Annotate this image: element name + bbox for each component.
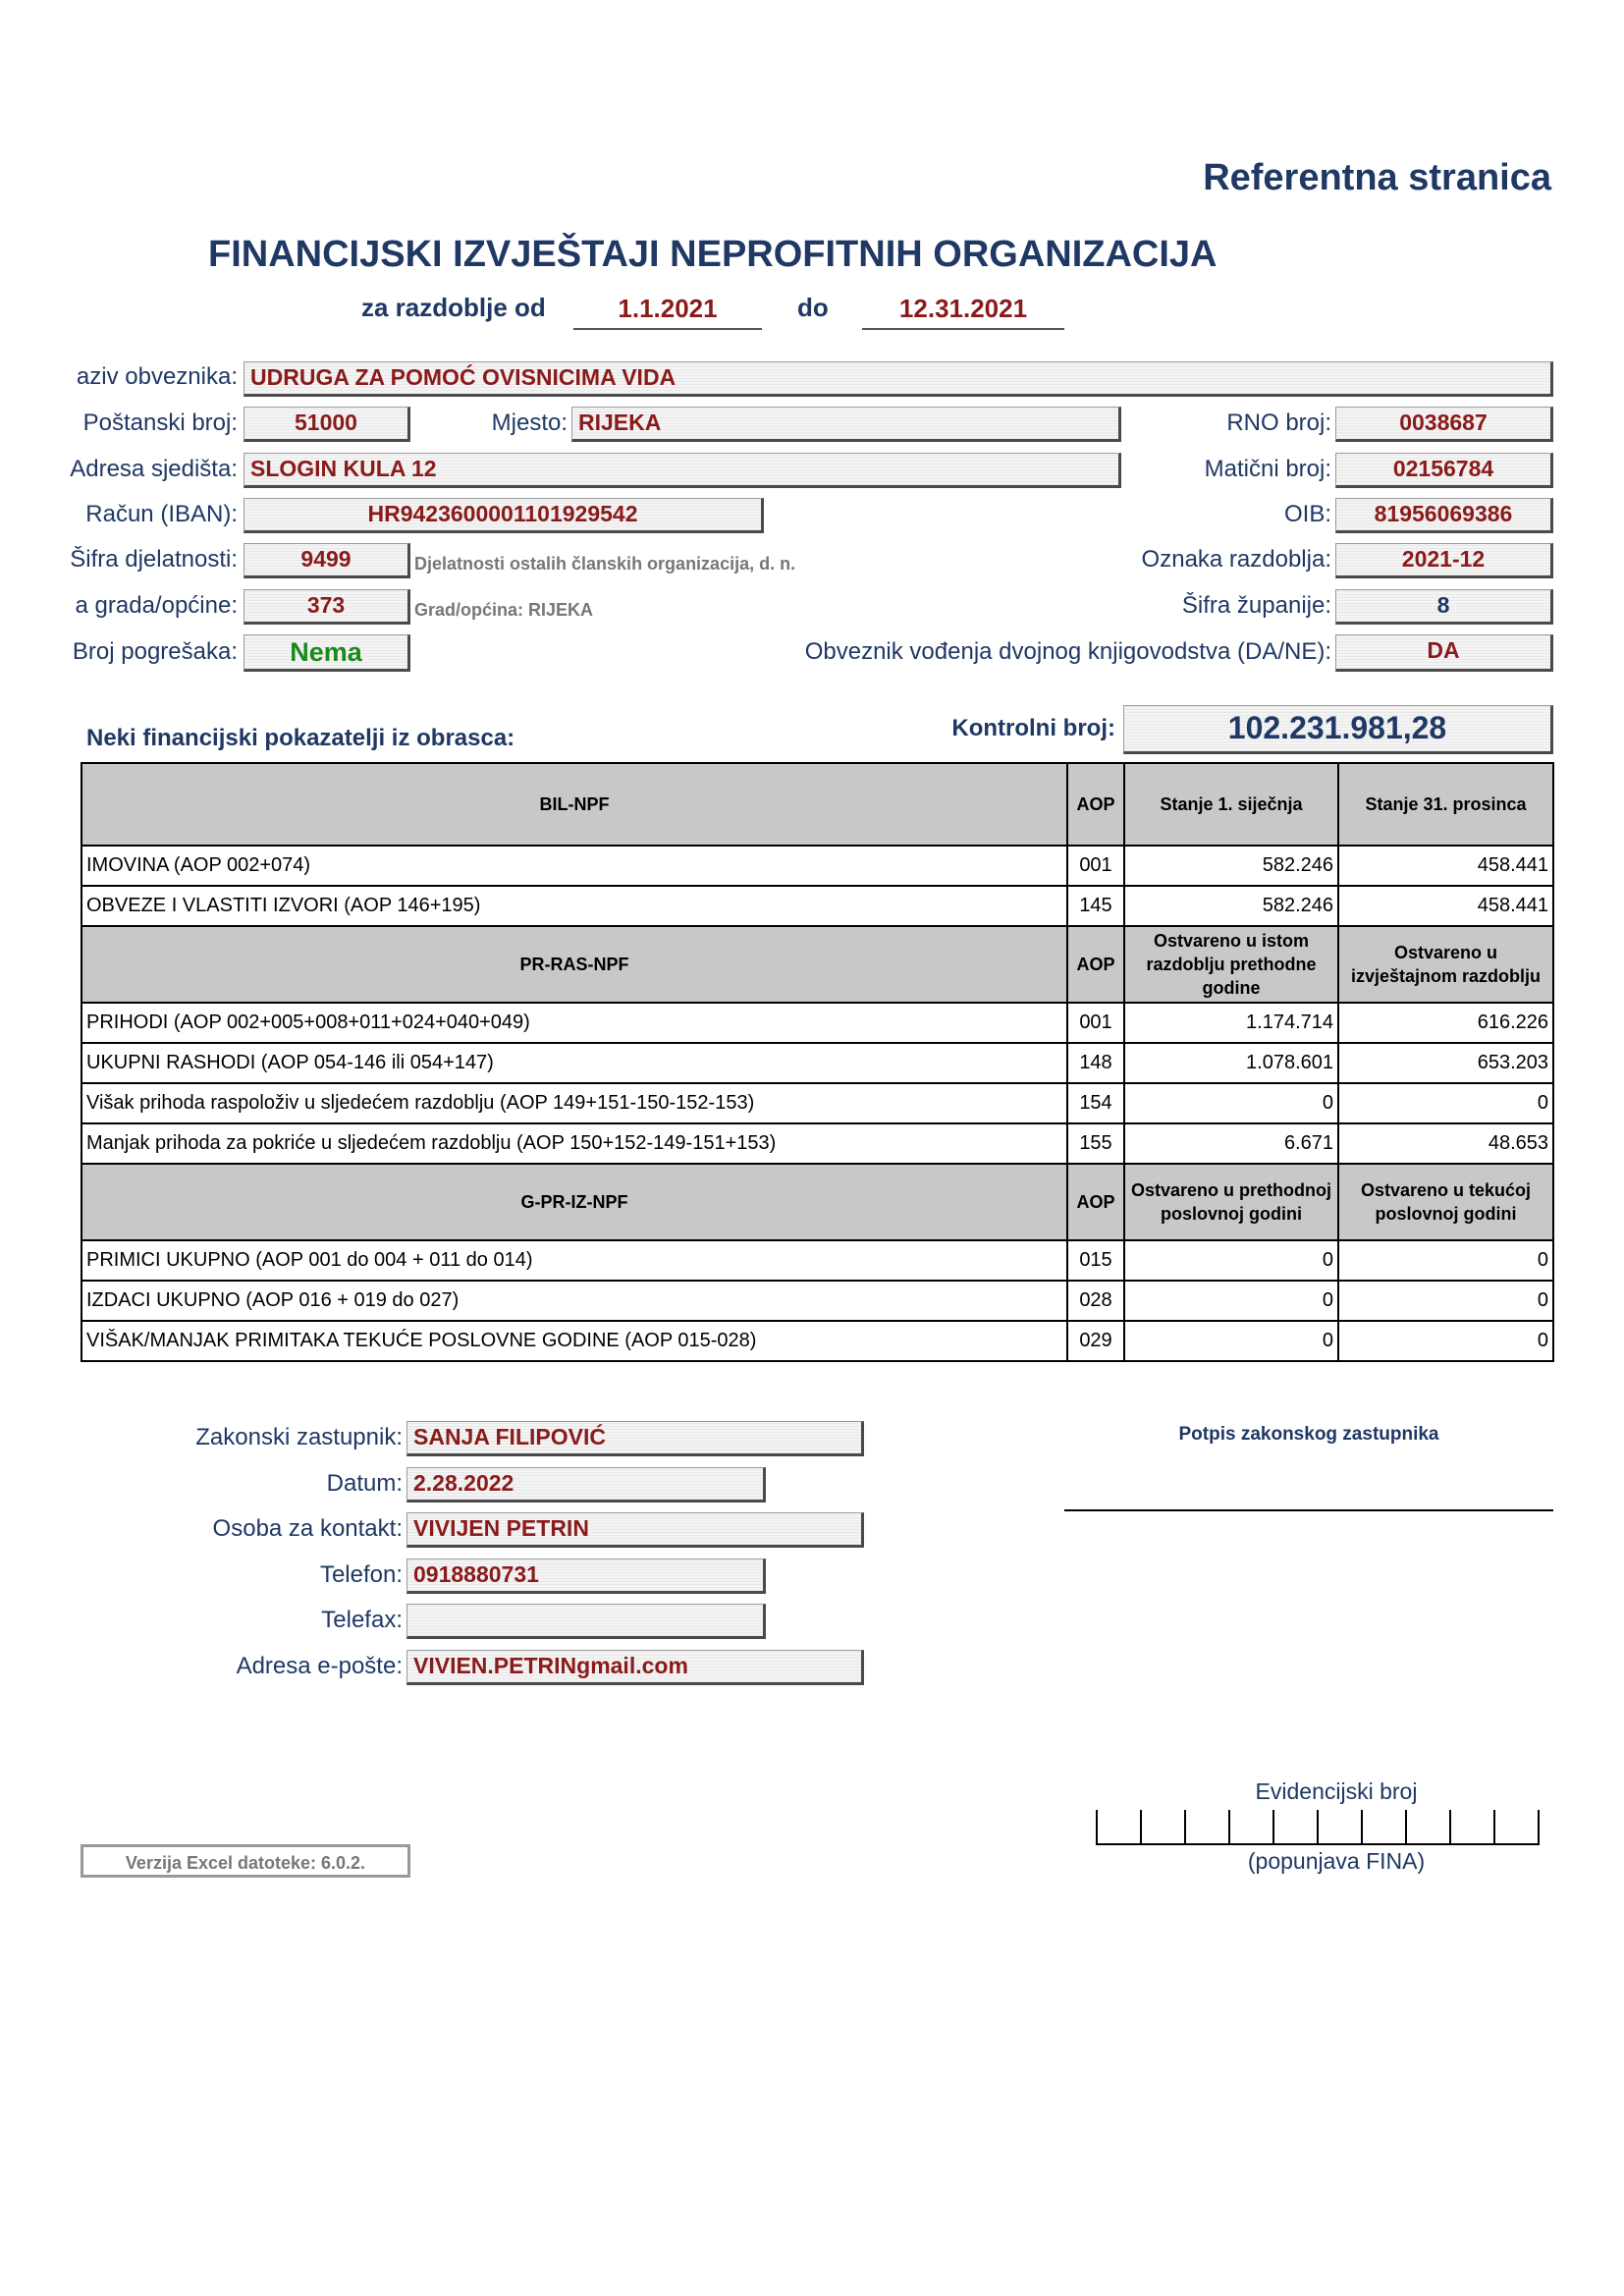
- financial-indicators-table: [81, 762, 1554, 1362]
- grad-sifra-field[interactable]: 373: [244, 589, 410, 625]
- table-row: [81, 1281, 1553, 1321]
- rno-label: RNO broj:: [1226, 410, 1331, 436]
- table-header-row: [81, 763, 1553, 846]
- oznaka-razdoblja-field[interactable]: 2021-12: [1335, 543, 1553, 578]
- sifra-djelatnosti-label: Šifra djelatnosti:: [70, 546, 238, 573]
- row-value-1: 1.078.601: [1124, 1043, 1338, 1083]
- djelatnost-description: Djelatnosti ostalih članskih organizacija, d. n.: [414, 554, 796, 574]
- grad-label: a grada/općine:: [75, 592, 238, 619]
- datum-field[interactable]: 2.28.2022: [406, 1467, 766, 1503]
- col2-header: Ostvareno u izvještajnom razdoblju: [1338, 926, 1553, 1003]
- osoba-field[interactable]: VIVIJEN PETRIN: [406, 1512, 864, 1548]
- table-row: [81, 1043, 1553, 1083]
- zupanija-label: Šifra županije:: [1181, 592, 1331, 619]
- row-value-2: 616.226: [1338, 1003, 1553, 1043]
- postanski-field[interactable]: 51000: [244, 407, 410, 442]
- signature-line: [1064, 1509, 1553, 1511]
- row-aop: 148: [1067, 1043, 1124, 1083]
- row-value-2: 0: [1338, 1281, 1553, 1321]
- evidencijski-box-divider: [1361, 1810, 1363, 1843]
- evidencijski-box-divider: [1493, 1810, 1495, 1843]
- dvojno-label: Obveznik vođenja dvojnog knjigovodstva (DA/NE):: [804, 638, 1331, 665]
- row-label: Višak prihoda raspoloživ u sljedećem razdoblju (AOP 149+151-150-152-153): [81, 1083, 1067, 1123]
- naziv-field[interactable]: UDRUGA ZA POMOĆ OVISNICIMA VIDA: [244, 361, 1553, 397]
- datum-label: Datum:: [326, 1470, 403, 1497]
- pokazatelji-title: Neki financijski pokazatelji iz obrasca:: [86, 725, 515, 751]
- email-field[interactable]: VIVIEN.PETRINgmail.com: [406, 1650, 864, 1685]
- kontrolni-label: Kontrolni broj:: [951, 715, 1115, 741]
- dvojno-field[interactable]: DA: [1335, 634, 1553, 672]
- racun-label: Račun (IBAN):: [85, 501, 238, 527]
- maticni-label: Matični broj:: [1204, 456, 1331, 482]
- evidencijski-box-divider: [1538, 1810, 1540, 1843]
- section-title-pr: PR-RAS-NPF: [81, 926, 1067, 1003]
- row-value-2: 48.653: [1338, 1123, 1553, 1164]
- evidencijski-box-divider: [1228, 1810, 1230, 1843]
- col2-header: Ostvareno u tekućoj poslovnoj godini: [1338, 1164, 1553, 1240]
- row-value-1: 1.174.714: [1124, 1003, 1338, 1043]
- table-header-row: [81, 1164, 1553, 1240]
- row-value-1: 582.246: [1124, 846, 1338, 886]
- period-to-label: do: [797, 293, 829, 322]
- row-value-1: 582.246: [1124, 886, 1338, 926]
- racun-field[interactable]: HR9423600001101929542: [244, 498, 764, 533]
- oznaka-razdoblja-label: Oznaka razdoblja:: [1141, 546, 1331, 573]
- table-row: [81, 886, 1553, 926]
- zastupnik-field[interactable]: SANJA FILIPOVIĆ: [406, 1421, 864, 1456]
- col1-header: Ostvareno u prethodnoj poslovnoj godini: [1124, 1164, 1338, 1240]
- maticni-field[interactable]: 02156784: [1335, 453, 1553, 488]
- sifra-djelatnosti-field[interactable]: 9499: [244, 543, 410, 578]
- row-label: PRIHODI (AOP 002+005+008+011+024+040+049): [81, 1003, 1067, 1043]
- row-value-1: 0: [1124, 1321, 1338, 1361]
- row-aop: 145: [1067, 886, 1124, 926]
- zupanija-field[interactable]: 8: [1335, 589, 1553, 625]
- osoba-label: Osoba za kontakt:: [212, 1515, 403, 1542]
- row-value-2: 458.441: [1338, 846, 1553, 886]
- evidencijski-box-divider: [1272, 1810, 1274, 1843]
- row-label: Manjak prihoda za pokriće u sljedećem razdoblju (AOP 150+152-149-151+153): [81, 1123, 1067, 1164]
- table-row: [81, 1083, 1553, 1123]
- table-row: [81, 1240, 1553, 1281]
- row-value-2: 0: [1338, 1240, 1553, 1281]
- row-label: PRIMICI UKUPNO (AOP 001 do 004 + 011 do 014): [81, 1240, 1067, 1281]
- evidencijski-box-divider: [1140, 1810, 1142, 1843]
- naziv-label: aziv obveznika:: [76, 363, 238, 390]
- table-row: [81, 1321, 1553, 1361]
- evidencijski-box-divider: [1184, 1810, 1186, 1843]
- row-value-1: 0: [1124, 1240, 1338, 1281]
- oib-label: OIB:: [1283, 501, 1331, 527]
- adresa-label: Adresa sjedišta:: [70, 456, 238, 482]
- reference-page-title: Referentna stranica: [1203, 157, 1551, 198]
- telefax-label: Telefax:: [321, 1607, 403, 1633]
- telefax-field[interactable]: [406, 1604, 766, 1639]
- row-value-1: 0: [1124, 1281, 1338, 1321]
- evidencijski-box-divider: [1449, 1810, 1451, 1843]
- row-value-2: 0: [1338, 1083, 1553, 1123]
- pogreske-field: Nema: [244, 634, 410, 672]
- excel-version-badge: Verzija Excel datoteke: 6.0.2.: [81, 1844, 410, 1878]
- evidencijski-boxes[interactable]: [1096, 1810, 1540, 1845]
- table-row: [81, 1003, 1553, 1043]
- col1-header: Stanje 1. siječnja: [1124, 763, 1338, 846]
- row-value-2: 0: [1338, 1321, 1553, 1361]
- table-row: [81, 846, 1553, 886]
- pogreske-label: Broj pogrešaka:: [72, 638, 238, 665]
- aop-header: AOP: [1067, 926, 1124, 1003]
- adresa-field[interactable]: SLOGIN KULA 12: [244, 453, 1121, 488]
- table-row: [81, 1123, 1553, 1164]
- row-aop: 001: [1067, 846, 1124, 886]
- row-aop: 001: [1067, 1003, 1124, 1043]
- aop-header: AOP: [1067, 1164, 1124, 1240]
- aop-header: AOP: [1067, 763, 1124, 846]
- row-value-2: 653.203: [1338, 1043, 1553, 1083]
- row-value-1: 0: [1124, 1083, 1338, 1123]
- evidencijski-box-divider: [1405, 1810, 1407, 1843]
- row-label: VIŠAK/MANJAK PRIMITAKA TEKUĆE POSLOVNE GODINE (AOP 015-028): [81, 1321, 1067, 1361]
- table-header-row: [81, 926, 1553, 1003]
- row-label: IMOVINA (AOP 002+074): [81, 846, 1067, 886]
- mjesto-label: Mjesto:: [491, 410, 568, 436]
- row-label: IZDACI UKUPNO (AOP 016 + 019 do 027): [81, 1281, 1067, 1321]
- evidencijski-box-divider: [1317, 1810, 1319, 1843]
- telefon-field[interactable]: 0918880731: [406, 1558, 766, 1594]
- postanski-label: Poštanski broj:: [82, 410, 238, 436]
- row-value-2: 458.441: [1338, 886, 1553, 926]
- period-label: za razdoblje od: [361, 293, 546, 322]
- section-title-bil: BIL-NPF: [81, 763, 1067, 846]
- evidencijski-label: Evidencijski broj: [1255, 1778, 1418, 1804]
- section-title-gpr: G-PR-IZ-NPF: [81, 1164, 1067, 1240]
- rno-field[interactable]: 0038687: [1335, 407, 1553, 442]
- email-label: Adresa e-pošte:: [236, 1653, 403, 1679]
- potpis-label: Potpis zakonskog zastupnika: [1178, 1424, 1439, 1445]
- period-to[interactable]: 12.31.2021: [862, 291, 1064, 330]
- row-aop: 028: [1067, 1281, 1124, 1321]
- col2-header: Stanje 31. prosinca: [1338, 763, 1553, 846]
- row-aop: 029: [1067, 1321, 1124, 1361]
- kontrolni-field: 102.231.981,28: [1123, 705, 1553, 754]
- row-aop: 155: [1067, 1123, 1124, 1164]
- row-label: UKUPNI RASHODI (AOP 054-146 ili 054+147): [81, 1043, 1067, 1083]
- row-value-1: 6.671: [1124, 1123, 1338, 1164]
- popunjava-fina-label: (popunjava FINA): [1247, 1848, 1426, 1874]
- telefon-label: Telefon:: [319, 1561, 403, 1588]
- grad-description: Grad/općina: RIJEKA: [414, 600, 594, 620]
- main-title: FINANCIJSKI IZVJEŠTAJI NEPROFITNIH ORGANIZACIJA: [208, 234, 1218, 275]
- row-label: OBVEZE I VLASTITI IZVORI (AOP 146+195): [81, 886, 1067, 926]
- evidencijski-box-divider: [1096, 1810, 1098, 1843]
- col1-header: Ostvareno u istom razdoblju prethodne godine: [1124, 926, 1338, 1003]
- oib-field[interactable]: 81956069386: [1335, 498, 1553, 533]
- mjesto-field[interactable]: RIJEKA: [571, 407, 1121, 442]
- row-aop: 015: [1067, 1240, 1124, 1281]
- zastupnik-label: Zakonski zastupnik:: [195, 1424, 403, 1450]
- row-aop: 154: [1067, 1083, 1124, 1123]
- period-from[interactable]: 1.1.2021: [573, 291, 762, 330]
